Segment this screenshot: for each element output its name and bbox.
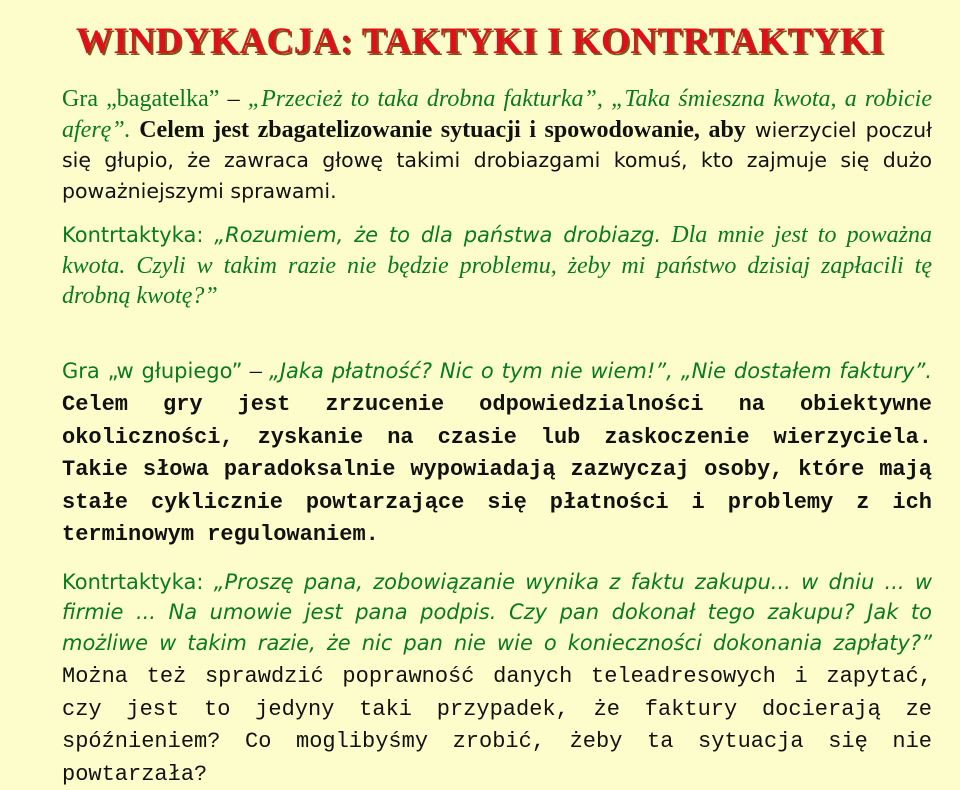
counter-quote-1b: Dla mnie jest to poważna kwota. Czyli w takim razie nie będzie problemu, żeby mi państwo dzisiaj zapłacili tę drobną kwotę?” [62, 222, 932, 309]
dash: – [243, 358, 269, 384]
paragraph-glupiego [62, 356, 932, 551]
body-glupiego: Celem gry jest zrzucenie odpowiedzialności na obiektywne okoliczności, zyskanie na czasie lub zaskoczenie wierzyciela. [62, 392, 932, 450]
paragraph-counter-2 [62, 567, 932, 790]
page-title: WINDYKACJA: TAKTYKI I KONTRTAKTYKI [0, 20, 960, 63]
paragraph-counter-1 [62, 220, 932, 312]
dash: – [219, 86, 247, 112]
counter-quote-2: „Proszę pana, zobowiązanie wynika z faktu zakupu... w dniu ... w firmie ... Na umowie jest pana podpis. Czy pan dokonał tego zakupu? Jak to możliwe w takim razie, że nic pan nie wie o konieczności dokonania zapłaty?” [62, 570, 932, 655]
quote-bagatelka: „Przecież to taka drobna fakturka”, „Taka śmieszna kwota, a robicie aferę”. [62, 86, 932, 143]
body-bagatelka: Celem jest zbagatelizowanie sytuacji i spowodowanie, aby [131, 117, 746, 143]
counter-body-2: Można też sprawdzić poprawność danych teleadresowych i zapytać, czy jest to jedyny taki przypadek, że faktury docierają ze spóźnieniem? Co moglibyśmy zrobić, żeby ta sytuacja się nie powtarzała? [62, 664, 932, 787]
game-label-bagatelka: Gra „bagatelka” [62, 86, 219, 112]
counter-label-1: Kontrtaktyka: [62, 223, 203, 247]
paragraph-bagatelka [62, 84, 932, 206]
quote-glupiego: „Jaka płatność? Nic o tym nie wiem!”, „Nie dostałem faktury”. [269, 359, 932, 383]
content-body [62, 84, 932, 790]
game-label-glupiego: Gra „w głupiego” [62, 359, 243, 383]
counter-label-2: Kontrtaktyka: [62, 570, 203, 594]
body-bagatelka-sans: wierzyciel poczuł się głupio, że zawraca głowę takimi drobiazgami komuś, kto zajmuje się dużo poważniejszymi sprawami. [62, 118, 932, 203]
body-glupiego-2: Takie słowa paradoksalnie wypowiadają zazwyczaj osoby, które mają stałe cyklicznie powtarzające się płatności i problemy z ich terminowym regulowaniem. [62, 457, 932, 547]
counter-quote-1a: „Rozumiem, że to dla państwa drobiazg. [203, 223, 661, 247]
